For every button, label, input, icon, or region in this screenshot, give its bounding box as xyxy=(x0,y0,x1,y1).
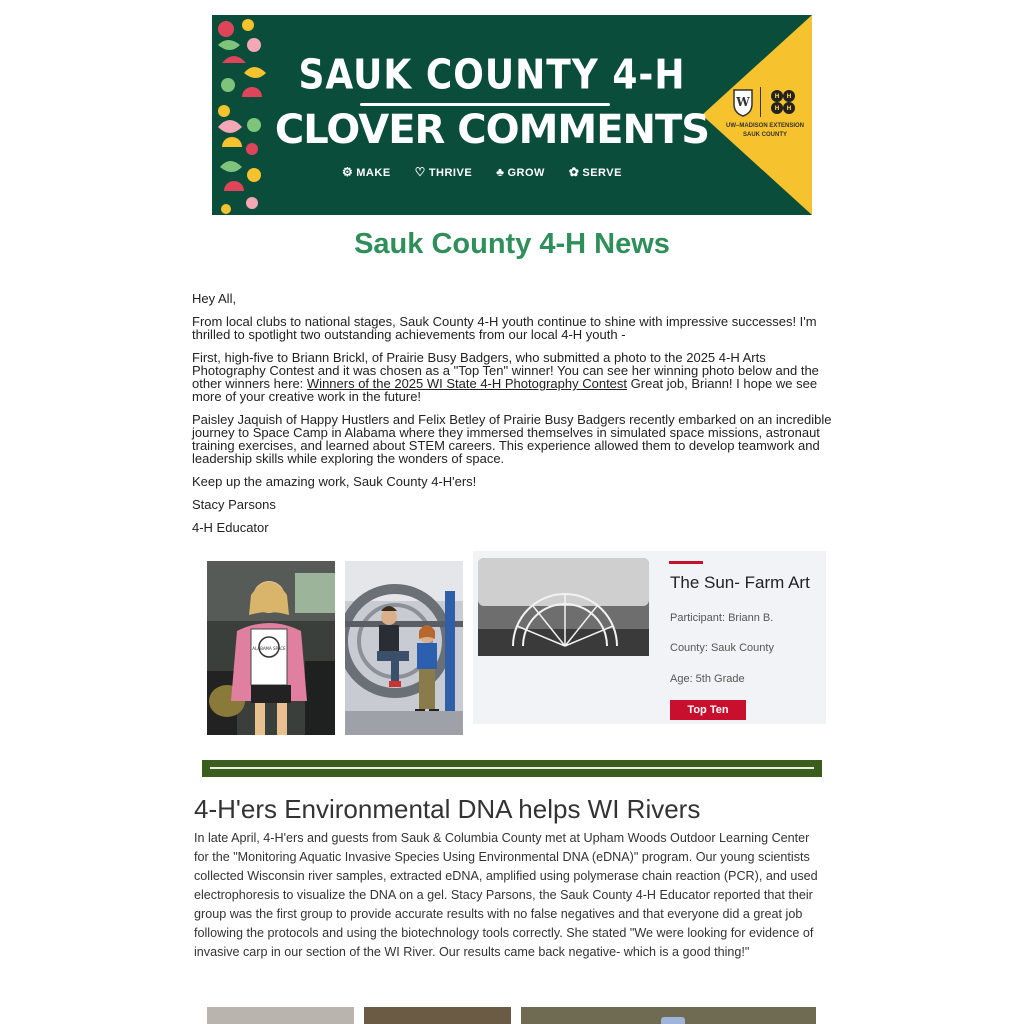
photo-sign-text: ALABAMA SPACE xyxy=(252,646,286,651)
gear-icon: ⚙ xyxy=(342,165,354,179)
letter-paragraph-4: Keep up the amazing work, Sauk County 4-H'ers! xyxy=(192,474,477,489)
award-age: Age: 5th Grade xyxy=(670,673,745,685)
svg-text:H: H xyxy=(773,93,780,100)
newsletter-banner xyxy=(212,15,812,215)
award-county: County: Sauk County xyxy=(670,642,774,654)
award-participant: Participant: Briann B. xyxy=(670,612,774,624)
logo-text-county: SAUK COUNTY xyxy=(742,132,787,138)
photo-edna-3-detail xyxy=(661,1017,685,1024)
photo-space-camp-simulator xyxy=(345,561,463,735)
trees-icon: ♣ xyxy=(496,165,505,179)
svg-text:H: H xyxy=(773,105,780,112)
svg-text:W: W xyxy=(735,95,750,109)
photo-edna-3 xyxy=(521,1007,816,1024)
banner-pillars xyxy=(342,165,622,179)
divider-line xyxy=(210,767,814,769)
photography-winners-link[interactable]: Winners of the 2025 WI State 4-H Photography Contest xyxy=(306,376,628,391)
uw-crest-icon xyxy=(732,87,754,117)
photo-edna-1 xyxy=(207,1007,354,1024)
pillar-serve: ✿ SERVE xyxy=(568,165,622,179)
heart-icon: ♡ xyxy=(414,165,426,179)
section-divider xyxy=(202,760,822,777)
svg-text:H: H xyxy=(785,93,792,100)
banner-underline xyxy=(360,103,610,106)
section-edna-body: In late April, 4-H'ers and guests from Sauk & Columbia County met at Upham Woods Outdoor Learning Center for the "Monitoring Aquatic Invasive Species Using Environmental DNA (eDNA)" program. Our young scientists collected Wisconsin river samples, extracted eDNA, amplified using polymerase chain reaction (PCR), and used electrophoresis to visualize the DNA on a gel. Stacy Parsons, the Sauk County 4-H Educator reported that their group was the first group to provide accurate results with no false negatives and that everyone did a great job following the protocols and using the biotechnology tools correctly. She stated "We were looking for evidence of invasive carp in our section of the WI River. Our results came back negative- which is a good thing!" xyxy=(194,831,818,959)
letter-paragraph-2: First, high-five to Briann Brickl, of Prairie Busy Badgers, who submitted a photo to the 2025 4-H Arts Photography Contest and it was chosen as a "Top Ten" winner! You can see her winning photo below and the other winners here: Winners of the 2025 WI State 4-H Photography Contest Great job, Briann! I hope we see more of your creative work in the future! xyxy=(192,350,819,404)
floral-pattern-icon xyxy=(212,15,272,215)
section-edna-title: 4-H'ers Environmental DNA helps WI Rivers xyxy=(194,794,701,824)
four-h-clover-icon xyxy=(767,86,799,118)
pillar-grow: ♣ GROW xyxy=(496,165,545,179)
award-card xyxy=(473,551,826,724)
page-title: Sauk County 4-H News xyxy=(354,228,670,260)
signature-title: 4-H Educator xyxy=(192,520,269,535)
uw-extension-logo xyxy=(724,83,806,139)
pillar-thrive: ♡ THRIVE xyxy=(414,165,473,179)
banner-title-line1: SAUK COUNTY 4-H xyxy=(298,51,686,100)
letter-paragraph-3: Paisley Jaquish of Happy Hustlers and Felix Betley of Prairie Busy Badgers recently embarked on an incredible journey to Space Camp in Alabama where they immersed themselves in simulated space missions, astronaut training exercises, and learned about STEM careers. This experience allowed them to develop teamwork and leadership skills while exploring the wonders of space. xyxy=(192,412,832,466)
letter-greeting: Hey All, xyxy=(192,291,237,306)
photo-edna-2 xyxy=(364,1007,511,1024)
photo-space-camp-girl xyxy=(207,561,335,735)
signature-name: Stacy Parsons xyxy=(192,497,276,512)
award-title: The Sun- Farm Art xyxy=(670,573,810,592)
banner-title-line2: CLOVER COMMENTS xyxy=(274,107,710,153)
top-ten-badge: Top Ten xyxy=(670,700,746,720)
educator-letter xyxy=(192,292,837,544)
svg-text:H: H xyxy=(785,105,792,112)
pillar-make: ⚙ MAKE xyxy=(342,165,391,179)
letter-paragraph-1: From local clubs to national stages, Sauk County 4-H youth continue to shine with impressive successes! I'm thrilled to spotlight two outstanding achievements from our local 4-H youth - xyxy=(192,314,817,342)
handshake-icon: ✿ xyxy=(568,165,580,179)
logo-text-extension: UW–MADISON EXTENSION xyxy=(725,123,804,129)
